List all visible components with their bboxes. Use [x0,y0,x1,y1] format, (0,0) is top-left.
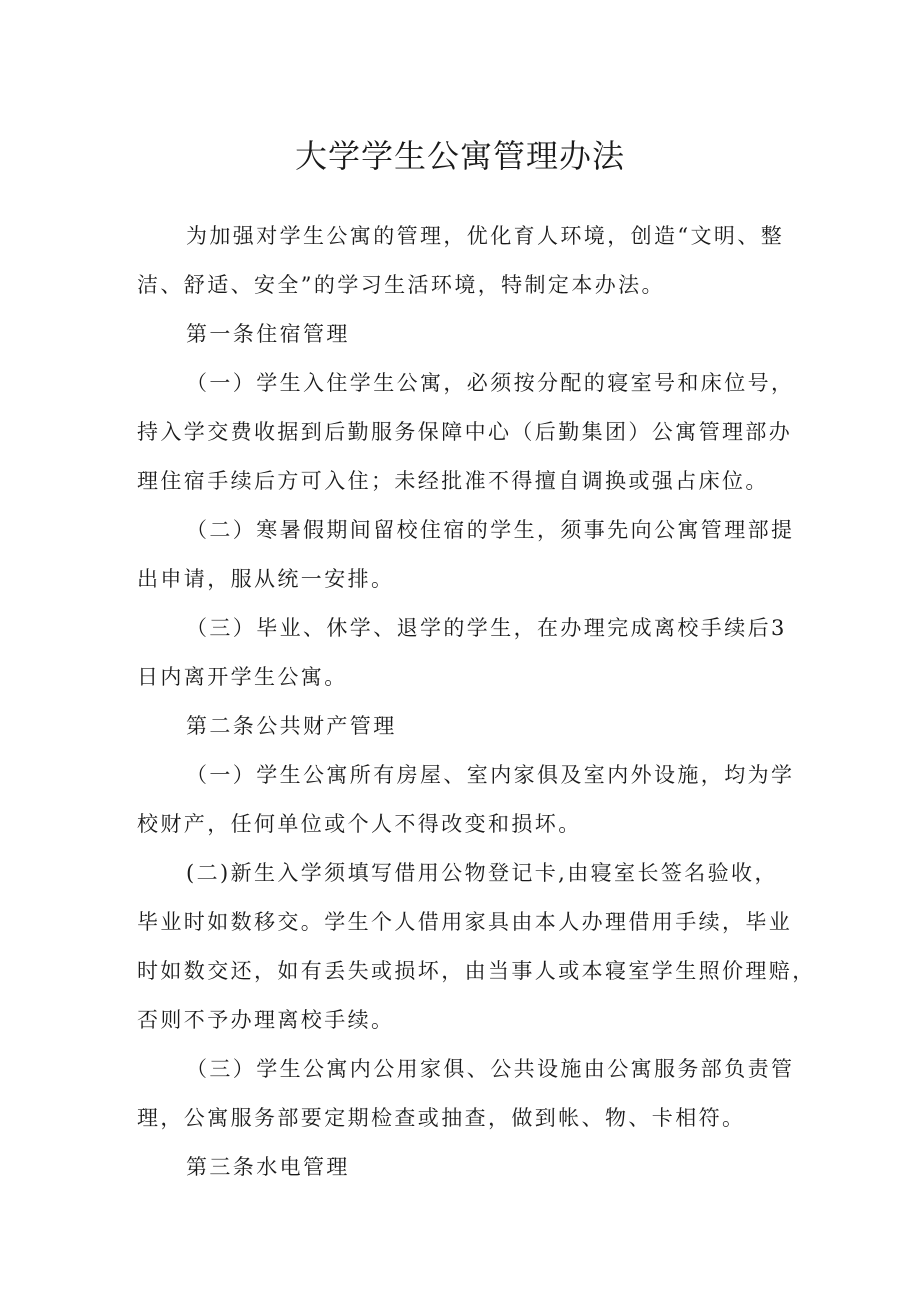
paragraph-line: （三）学生公寓内公用家俱、公共设施由公寓服务部负责管 [186,1057,795,1081]
paragraph-line: 洁、舒适、安全”的学习生活环境，特制定本办法。 [137,273,665,297]
paragraph-line: 日内离开学生公寓。 [137,665,348,689]
article-heading-2 [137,702,793,751]
paragraph-line: 毕业时如数移交。学生个人借用家具由本人办理借用手续，毕业 [137,910,793,934]
document-title: 大学学生公寓管理办法 [294,137,625,175]
article-heading-3 [137,1143,793,1192]
document-body [137,212,816,1192]
paragraph-clause [137,359,793,506]
paragraph-line: 时如数交还，如有丢失或损坏，由当事人或本寝室学生照价理赔， [137,959,816,983]
paragraph-line: （一）学生入住学生公寓，必须按分配的寝室号和床位号， [186,371,795,395]
paragraph-clause [137,751,793,849]
paragraph-line: （一）学生公寓所有房屋、室内家俱及室内外设施，均为学 [186,763,795,787]
paragraph-clause [137,849,816,1045]
paragraph-intro [137,212,793,310]
paragraph-line: 理住宿手续后方可入住；未经批准不得擅自调换或强占床位。 [137,469,769,493]
paragraph-line: 校财产，任何单位或个人不得改变和损坏。 [137,812,582,836]
article-heading-text: 第二条公共财产管理 [186,714,397,738]
paragraph-line: 否则不予办理离校手续。 [137,1008,395,1032]
paragraph-clause [137,604,793,702]
article-heading-1 [137,310,793,359]
paragraph-line: 持入学交费收据到后勤服务保障中心（后勤集团）公寓管理部办 [137,420,793,444]
paragraph-line: 为加强对学生公寓的管理，优化育人环境，创造“文明、整 [186,224,785,248]
paragraph-line: （二）寒暑假期间留校住宿的学生，须事先向公寓管理部提 [186,518,795,542]
paragraph-line: 出申请，服从统一安排。 [137,567,395,591]
paragraph-clause [137,506,793,604]
paragraph-clause [137,1045,793,1143]
paragraph-line: (二)新生入学须填写借用公物登记卡,由寝室长签名验收， [186,861,778,885]
paragraph-line: 理，公寓服务部要定期检查或抽查，做到帐、物、卡相符。 [137,1106,746,1130]
article-heading-text: 第三条水电管理 [186,1155,350,1179]
paragraph-line: （三）毕业、休学、退学的学生，在办理完成离校手续后3 [186,616,787,640]
article-heading-text: 第一条住宿管理 [186,322,350,346]
